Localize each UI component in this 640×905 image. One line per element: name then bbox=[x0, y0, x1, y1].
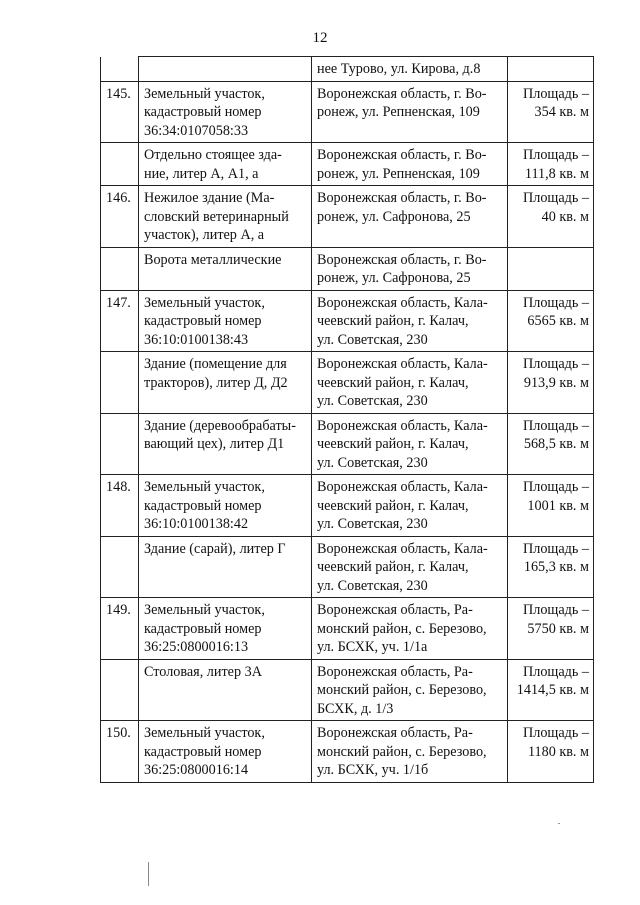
property-address: Воронежская область, Кала- чеевский район, г. Калач, ул. Советская, 230 bbox=[312, 352, 508, 414]
property-name: Земельный участок, кадастровый номер 36:10:0100138:42 bbox=[139, 475, 312, 537]
property-name bbox=[139, 57, 312, 82]
row-number: 150. bbox=[101, 721, 139, 783]
property-area: Площадь – 40 кв. м bbox=[508, 186, 594, 248]
property-address: Воронежская область, Ра- монский район, с. Березово, ул. БСХК, уч. 1/1а bbox=[312, 598, 508, 660]
property-address: Воронежская область, Ра- монский район, с. Березово, БСХК, д. 1/3 bbox=[312, 659, 508, 721]
property-area bbox=[508, 57, 594, 82]
property-area: Площадь – 165,3 кв. м bbox=[508, 536, 594, 598]
row-number: 145. bbox=[101, 81, 139, 143]
row-number: 146. bbox=[101, 186, 139, 248]
property-name: Земельный участок, кадастровый номер 36:10:0100138:43 bbox=[139, 290, 312, 352]
property-name: Столовая, литер 3А bbox=[139, 659, 312, 721]
property-area: Площадь – 6565 кв. м bbox=[508, 290, 594, 352]
property-area: Площадь – 1180 кв. м bbox=[508, 721, 594, 783]
table-row bbox=[101, 721, 594, 783]
row-number bbox=[101, 143, 139, 186]
property-name: Здание (помещение для тракторов), литер Д, Д2 bbox=[139, 352, 312, 414]
table-row bbox=[101, 352, 594, 414]
property-address: Воронежская область, г. Во- ронеж, ул. Сафронова, 25 bbox=[312, 186, 508, 248]
table-row bbox=[101, 143, 594, 186]
property-area: Площадь – 354 кв. м bbox=[508, 81, 594, 143]
scan-speck bbox=[558, 823, 560, 824]
row-number bbox=[101, 57, 139, 82]
property-table bbox=[100, 56, 594, 783]
page-number: 12 bbox=[312, 30, 328, 46]
property-address: Воронежская область, г. Во- ронеж, ул. Сафронова, 25 bbox=[312, 247, 508, 290]
property-area: Площадь – 568,5 кв. м bbox=[508, 413, 594, 475]
table-row bbox=[101, 475, 594, 537]
table-row bbox=[101, 598, 594, 660]
property-address: Воронежская область, г. Во- ронеж, ул. Репненская, 109 bbox=[312, 81, 508, 143]
property-address: Воронежская область, Кала- чеевский район, г. Калач, ул. Советская, 230 bbox=[312, 290, 508, 352]
table-row bbox=[101, 247, 594, 290]
property-area: Площадь – 5750 кв. м bbox=[508, 598, 594, 660]
property-name: Земельный участок, кадастровый номер 36:25:0800016:13 bbox=[139, 598, 312, 660]
row-number bbox=[101, 352, 139, 414]
property-name: Земельный участок, кадастровый номер 36:34:0107058:33 bbox=[139, 81, 312, 143]
property-area: Площадь – 1001 кв. м bbox=[508, 475, 594, 537]
property-name: Отдельно стоящее зда- ние, литер А, А1, а bbox=[139, 143, 312, 186]
table-row bbox=[101, 413, 594, 475]
property-area: Площадь – 1414,5 кв. м bbox=[508, 659, 594, 721]
table-row bbox=[101, 536, 594, 598]
property-address: Воронежская область, Кала- чеевский район, г. Калач, ул. Советская, 230 bbox=[312, 413, 508, 475]
property-name: Нежилое здание (Ма- словский ветеринарный участок), литер А, а bbox=[139, 186, 312, 248]
property-name: Здание (деревообрабаты- вающий цех), литер Д1 bbox=[139, 413, 312, 475]
row-number bbox=[101, 536, 139, 598]
row-number: 147. bbox=[101, 290, 139, 352]
table-row bbox=[101, 659, 594, 721]
property-name: Ворота металлические bbox=[139, 247, 312, 290]
margin-mark bbox=[148, 862, 149, 886]
row-number bbox=[101, 413, 139, 475]
table-row bbox=[101, 57, 594, 82]
table-row bbox=[101, 81, 594, 143]
row-number bbox=[101, 247, 139, 290]
property-address: Воронежская область, Ра- монский район, с. Березово, ул. БСХК, уч. 1/1б bbox=[312, 721, 508, 783]
row-number: 148. bbox=[101, 475, 139, 537]
row-number: 149. bbox=[101, 598, 139, 660]
row-number bbox=[101, 659, 139, 721]
property-area bbox=[508, 247, 594, 290]
property-address: Воронежская область, Кала- чеевский район, г. Калач, ул. Советская, 230 bbox=[312, 475, 508, 537]
property-area: Площадь – 111,8 кв. м bbox=[508, 143, 594, 186]
table-row bbox=[101, 290, 594, 352]
property-address: Воронежская область, Кала- чеевский район, г. Калач, ул. Советская, 230 bbox=[312, 536, 508, 598]
property-address: Воронежская область, г. Во- ронеж, ул. Репненская, 109 bbox=[312, 143, 508, 186]
property-name: Земельный участок, кадастровый номер 36:25:0800016:14 bbox=[139, 721, 312, 783]
property-area: Площадь – 913,9 кв. м bbox=[508, 352, 594, 414]
property-address: нее Турово, ул. Кирова, д.8 bbox=[312, 57, 508, 82]
table-row bbox=[101, 186, 594, 248]
property-name: Здание (сарай), литер Г bbox=[139, 536, 312, 598]
